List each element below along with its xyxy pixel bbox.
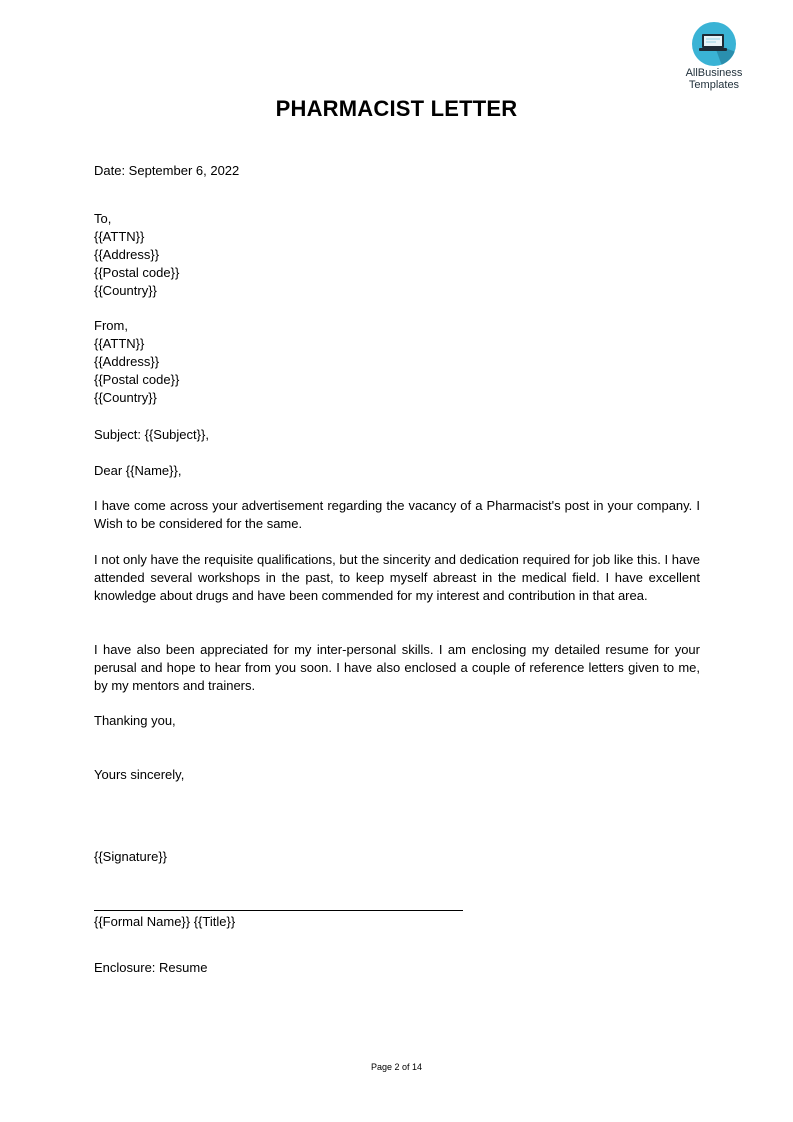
body-paragraph-3: I have also been appreciated for my inter-personal skills. I am enclosing my detailed resume for your perusal and hope to hear from you soon. I have also enclosed a couple of reference letters given to me, by my mentors and trainers. <box>94 642 700 693</box>
from-label: From, <box>94 318 128 333</box>
allbusiness-logo[interactable] <box>680 22 748 91</box>
enclosure-line <box>94 959 700 977</box>
logo-text <box>680 67 748 91</box>
enclosure-text: Enclosure: Resume <box>94 960 208 975</box>
logo-text-line2: Templates <box>688 79 740 91</box>
thanking-text: Thanking you, <box>94 713 176 728</box>
recipient-block <box>94 210 700 300</box>
body-paragraph-1: I have come across your advertisement regarding the vacancy of a Pharmacist's post in your company. I Wish to be considered for the same. <box>94 498 700 531</box>
signature-placeholder: {{Signature}} <box>94 849 168 864</box>
salutation-text: Dear {{Name}}, <box>94 463 182 478</box>
from-attn: {{ATTN}} <box>94 336 145 351</box>
signature-rule <box>94 910 463 911</box>
salutation <box>94 462 700 480</box>
page-number-footer: Page 2 of 14 <box>370 1062 423 1072</box>
formal-name-text: {{Formal Name}} {{Title}} <box>94 914 236 929</box>
to-address: {{Address}} <box>94 247 160 262</box>
laptop-icon <box>692 22 736 66</box>
closing-text: Yours sincerely, <box>94 767 185 782</box>
to-postal-code: {{Postal code}} <box>94 265 180 280</box>
to-attn: {{ATTN}} <box>94 229 145 244</box>
page-title: PHARMACIST LETTER <box>275 96 518 121</box>
formal-name-line <box>94 913 700 931</box>
sender-block <box>94 317 700 407</box>
subject-text: Subject: {{Subject}}, <box>94 427 209 442</box>
logo-text-line1: AllBusiness <box>685 67 743 79</box>
body-paragraph-2: I not only have the requisite qualifications, but the sincerity and dedication required for job like this. I have attended several workshops in the past, to keep myself abreast in the medical field. I have excellent knowledge about drugs and have been commended for my interest and contribution in that area. <box>94 552 700 603</box>
to-country: {{Country}} <box>94 283 157 298</box>
to-label: To, <box>94 211 112 226</box>
from-address: {{Address}} <box>94 354 160 369</box>
thanking-line <box>94 712 700 730</box>
subject-line <box>94 426 700 444</box>
date-line <box>94 162 700 180</box>
date-text: Date: September 6, 2022 <box>94 163 240 178</box>
signature-line <box>94 848 700 866</box>
from-postal-code: {{Postal code}} <box>94 372 180 387</box>
from-country: {{Country}} <box>94 390 157 405</box>
closing-line <box>94 766 700 784</box>
